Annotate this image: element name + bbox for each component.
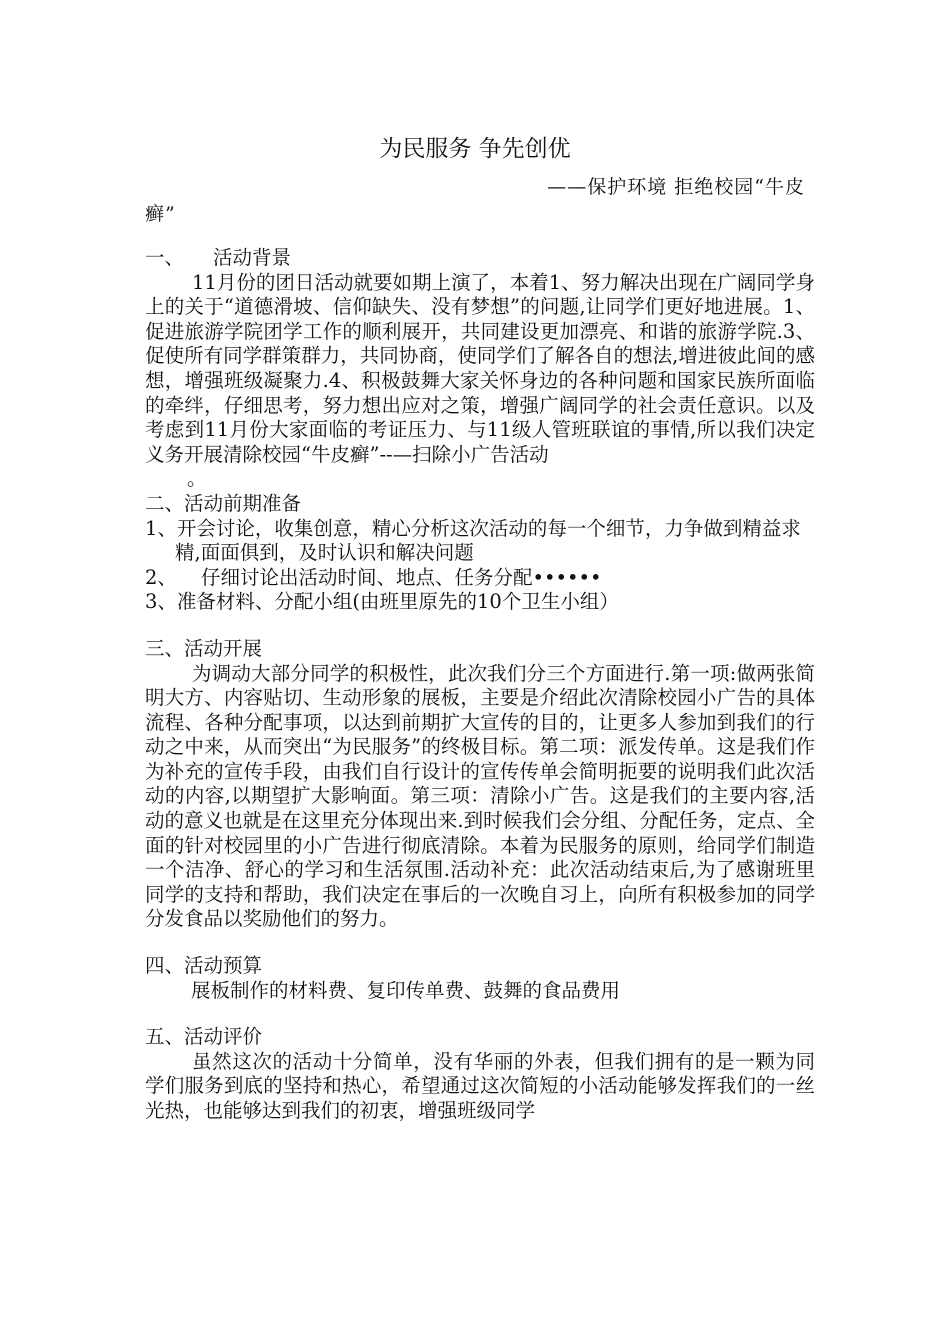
section-5-paragraph: 虽然这次的活动十分简单，没有华丽的外表，但我们拥有的是一颗为同学们服务到底的坚持和热心，希望通过这次简短的小活动能够发挥我们的一丝光热，也能够达到我们的初衷，增强班级同学 [145, 1049, 815, 1122]
spacer [145, 1003, 815, 1025]
document-title: 为民服务 争先创优 [379, 136, 571, 162]
section-2-heading: 二、活动前期准备 [145, 491, 302, 515]
prep-list-text-1: 开会讨论，收集创意，精心分析这次活动的每一个细节，力争做到精益求精,面面俱到，及时认识和解决问题 [175, 516, 801, 565]
prep-list-item-3 [145, 590, 815, 615]
section-1-title: 活动背景 [213, 246, 292, 269]
document-subtitle [145, 174, 805, 228]
section-5-heading: 五、活动评价 [145, 1025, 263, 1049]
section-4-heading: 四、活动预算 [145, 954, 263, 978]
section-3-heading: 三、活动开展 [145, 636, 263, 660]
prep-list-text-2: 仔细讨论出活动时间、地点、任务分配•••••• [201, 565, 602, 589]
document-body [145, 246, 815, 1124]
section-1-end-mark: 。 [187, 467, 207, 491]
section-1-paragraph: 11月份的团日活动就要如期上演了，本着1、努力解决出现在广阔同学身上的关于“道德滑坡、信仰缺失、没有梦想”的问题,让同学们更好地进展。1、促进旅游学院团学工作的顺利展开，共同建设更加漂亮、和谐的旅游学院.3、促使所有同学群策群力，共同协商，使同学们了解各自的想法,增进彼此间的感想，增强班级凝聚力.4、积极鼓舞大家关怀身边的各种问题和国家民族所面临的牵绊，仔细思考，努力想出应对之策，增强广阔同学的社会责任意识。以及考虑到11月份大家面临的考证压力、与11级人管班联谊的事情,所以我们决定义务开展清除校园“牛皮癣”--—扫除小广告活动 [145, 270, 815, 466]
section-1-heading [145, 246, 815, 271]
section-3-paragraph: 为调动大部分同学的积极性，此次我们分三个方面进行.第一项:做两张简明大方、内容贴切、生动形象的展板，主要是介绍此次清除校园小广告的具体流程、各种分配事项，以达到前期扩大宣传的目的，让更多人参加到我们的行动之中来，从而突出“为民服务”的终极目标。第二项：派发传单。这是我们作为补充的宣传手段，由我们自行设计的宣传传单会简明扼要的说明我们此次活动的内容,以期望扩大影响面。第三项：清除小广告。这是我们的主要内容,活动的意义也就是在这里充分体现出来.到时候我们会分组、分配任务，定点、全面的针对校园里的小广告进行彻底清除。本着为民服务的原则，给同学们制造一个洁净、舒心的学习和生活氛围.活动补充：此次活动结束后,为了感谢班里同学的支持和帮助，我们决定在事后的一次晚自习上，向所有积极参加的同学分发食品以奖励他们的努力。 [145, 661, 815, 931]
prep-list-number-2: 2、 [145, 565, 177, 589]
spacer [145, 615, 815, 637]
prep-list-number-3: 3、 [145, 590, 177, 614]
prep-list-item-1 [145, 517, 815, 566]
prep-list-text-3: 准备材料、分配小组(由班里原先的10个卫生小组） [176, 590, 619, 614]
section-1-number: 一、 [145, 246, 185, 269]
subtitle-line-1: ——保护环境 拒绝校园“牛皮 [547, 176, 805, 198]
spacer [145, 932, 815, 954]
prep-list-number-1: 1、 [145, 516, 177, 540]
prep-list-item-2 [145, 566, 815, 591]
subtitle-line-2: 癣” [145, 203, 176, 225]
section-4-line: 展板制作的材料费、复印传单费、鼓舞的食品费用 [191, 978, 621, 1002]
